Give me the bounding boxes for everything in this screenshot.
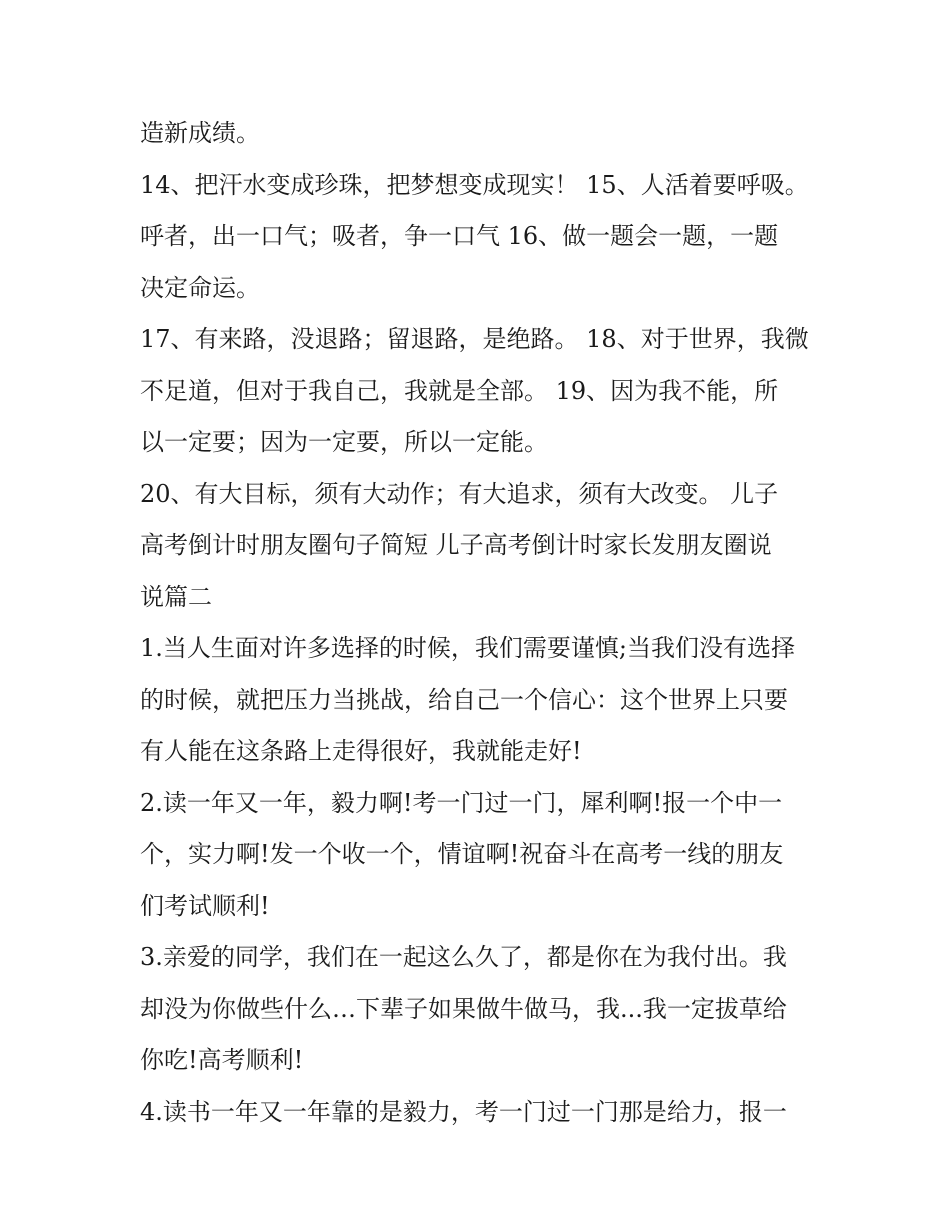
text-line: 你吃!高考顺利!	[140, 1046, 304, 1074]
text-line: 决定命运。	[140, 273, 260, 302]
text-line: 说篇二	[140, 582, 212, 611]
text-line: 高考倒计时朋友圈句子简短 儿子高考倒计时家长发朋友圈说	[140, 531, 772, 559]
text-line: 2.读一年又一年，毅力啊!考一门过一门，犀利啊!报一个中一	[140, 788, 783, 817]
text-line: 4.读书一年又一年靠的是毅力，考一门过一门那是给力，报一	[140, 1097, 787, 1126]
text-line: 有人能在这条路上走得很好，我就能走好!	[140, 737, 582, 765]
text-line: 14、把汗水变成珍珠，把梦想变成现实！ 15、人活着要呼吸。	[140, 170, 809, 199]
text-line: 们考试顺利!	[140, 891, 270, 920]
text-line: 的时候，就把压力当挑战，给自己一个信心：这个世界上只要	[140, 685, 788, 714]
text-line: 3.亲爱的同学，我们在一起这么久了，都是你在为我付出。我	[140, 943, 787, 971]
document-body	[140, 108, 820, 1138]
text-line: 却没为你做些什么…下辈子如果做牛做马，我...我一定拔草给	[140, 994, 787, 1023]
text-line: 以一定要；因为一定要，所以一定能。	[140, 428, 548, 456]
text-line: 个，实力啊!发一个收一个，情谊啊!祝奋斗在高考一线的朋友	[140, 840, 784, 868]
text-line: 1.当人生面对许多选择的时候，我们需要谨慎;当我们没有选择	[140, 634, 795, 662]
text-line: 呼者，出一口气；吸者，争一口气 16、做一题会一题，一题	[140, 222, 779, 250]
text-line: 不足道，但对于我自己，我就是全部。 19、因为我不能，所	[140, 376, 779, 405]
text-line: 造新成绩。	[140, 119, 260, 147]
text-line: 20、有大目标，须有大动作；有大追求，须有大改变。 儿子	[140, 479, 779, 508]
text-line: 17、有来路，没退路；留退路，是绝路。 18、对于世界，我微	[140, 325, 809, 353]
